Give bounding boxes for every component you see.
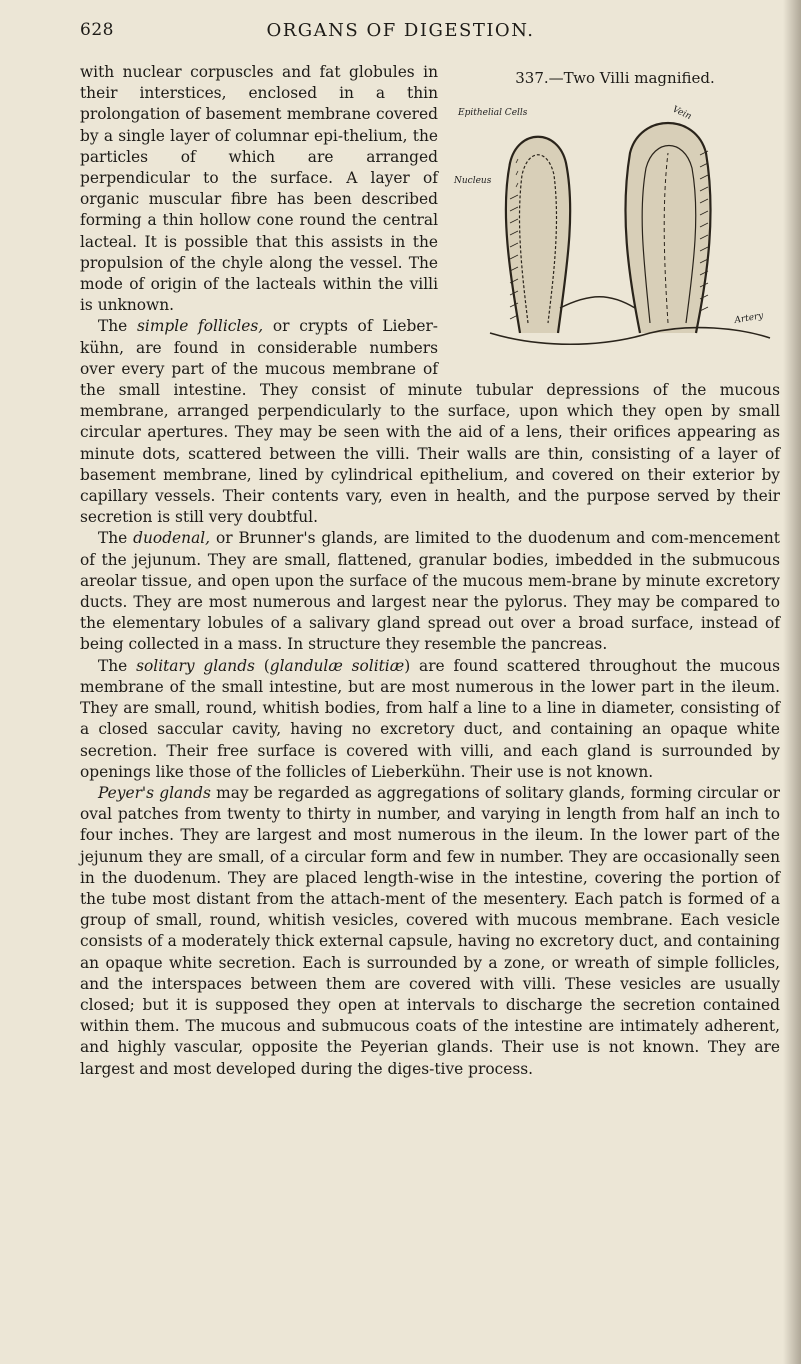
- term-solitary-glands: solitary glands: [136, 656, 255, 675]
- paragraph-solitary-glands: [80, 656, 780, 783]
- figure-caption: 337.—Two Villi magnified.: [515, 69, 715, 87]
- connecting-vessel: [560, 297, 635, 308]
- p2-lead: The: [98, 317, 137, 336]
- label-vein: Vein: [670, 104, 693, 123]
- body-text: [80, 62, 780, 1080]
- running-title: ORGANS OF DIGESTION.: [266, 20, 535, 41]
- p3-lead: The: [98, 529, 134, 548]
- p4-lead: The: [98, 656, 137, 675]
- p4-body: ) are found scattered throughout the mucous membrane of the small intestine, but are most numerous in the lower part in the ileum. They are small, round, whitish bodies, from half a line to a line in diameter, consisting of a closed saccular cavity, having no excretory duct, and containing an opaque white secretion. Their free surface is covered with villi, and each gland is surrounded by openings like those of the follicles of Lieberkühn. Their use is not known.: [80, 656, 781, 781]
- label-epithelial-cells: Epithelial Cells: [458, 108, 528, 119]
- page-number: 628: [80, 20, 114, 40]
- term-simple-follicles: simple follicles,: [137, 317, 264, 336]
- p2-body: or crypts of Lieber-kühn, are found in considerable numbers over every part of the mucous membrane of the small intestine. They consist of minute tubular depressions of the mucous membrane, arranged perpendicularly to the surface, upon which they open by small circular apertures. They may be seen with the aid of a lens, their orifices appearing as minute dots, scattered between the villi. Their walls are thin, consisting of a layer of basement membrane, lined by cylindrical epithelium, and covered on their exterior by capillary vessels. Their contents vary, even in health, and the purpose served by their secretion is still very doubtful.: [80, 317, 780, 527]
- p4-mid: (: [254, 656, 270, 675]
- label-artery: Artery: [733, 311, 765, 327]
- term-peyers-glands: Peyer's glands: [98, 783, 211, 802]
- label-nucleus: Nucleus: [454, 176, 492, 187]
- villus-left: [506, 137, 570, 333]
- page-header: [80, 20, 721, 48]
- figure-two-villi: [450, 68, 780, 358]
- paragraph-peyers-glands: [80, 783, 780, 1080]
- p3-body: or Brunner's glands, are limited to the duodenum and com-mencement of the jejunum. They are small, flattened, granular bodies, imbedded in the submucous areolar tissue, and open upon the surface of the mucous mem-brane by minute excretory ducts. They are most numerous and largest near the pylorus. They may be compared to the elementary lobules of a salivary gland spread out over a broad surface, instead of being collected in a mass. In structure they resemble the pancreas.: [80, 529, 780, 654]
- term-glandulae-solitiae: glandulæ solitiæ: [269, 656, 405, 675]
- p5-body: may be regarded as aggregations of solitary glands, forming circular or oval patches from twenty to thirty in number, and varying in length from half an inch to four inches. They are largest and most numerous in the ileum. In the lower part of the jejunum they are small, of a circular form and few in number. They are occasionally seen in the duodenum. They are placed length-wise in the intestine, covering the portion of the tube most distant from the attach-ment of the mesentery. Each patch is formed of a group of small, round, whitish vesicles, covered with mucous membrane. Each vesicle consists of a moderately thick external capsule, having no excretory duct, and containing an opaque white secretion. Each is surrounded by a zone, or wreath of simple follicles, and the interspaces between them are covered with villi. These vesicles are usually closed; but it is supposed they open at intervals to discharge the secretion contained within them. The mucous and submucous coats of the intestine are intimately adherent, and highly vascular, opposite the Peyerian glands. Their use is not known. They are largest and most developed during the diges-tive process.: [80, 783, 780, 1078]
- term-duodenal: duodenal,: [133, 529, 211, 548]
- paragraph-duodenal-glands: [80, 528, 780, 655]
- villi-illustration: [450, 93, 780, 353]
- page-edge-shadow: [783, 0, 801, 1364]
- paragraph-1-text: with nuclear corpuscles and fat globules in their interstices, enclosed in a thin prolongation of basement membrane covered by a single layer of columnar epi-thelium, the particles of which are arranged perpendicular to the surface. A layer of organic muscular fibre has been described forming a thin hollow cone round the central lacteal. It is possible that this assists in the propulsion of the chyle along the vessel. The mode of origin of the lacteals within the villi is unknown.: [80, 63, 438, 315]
